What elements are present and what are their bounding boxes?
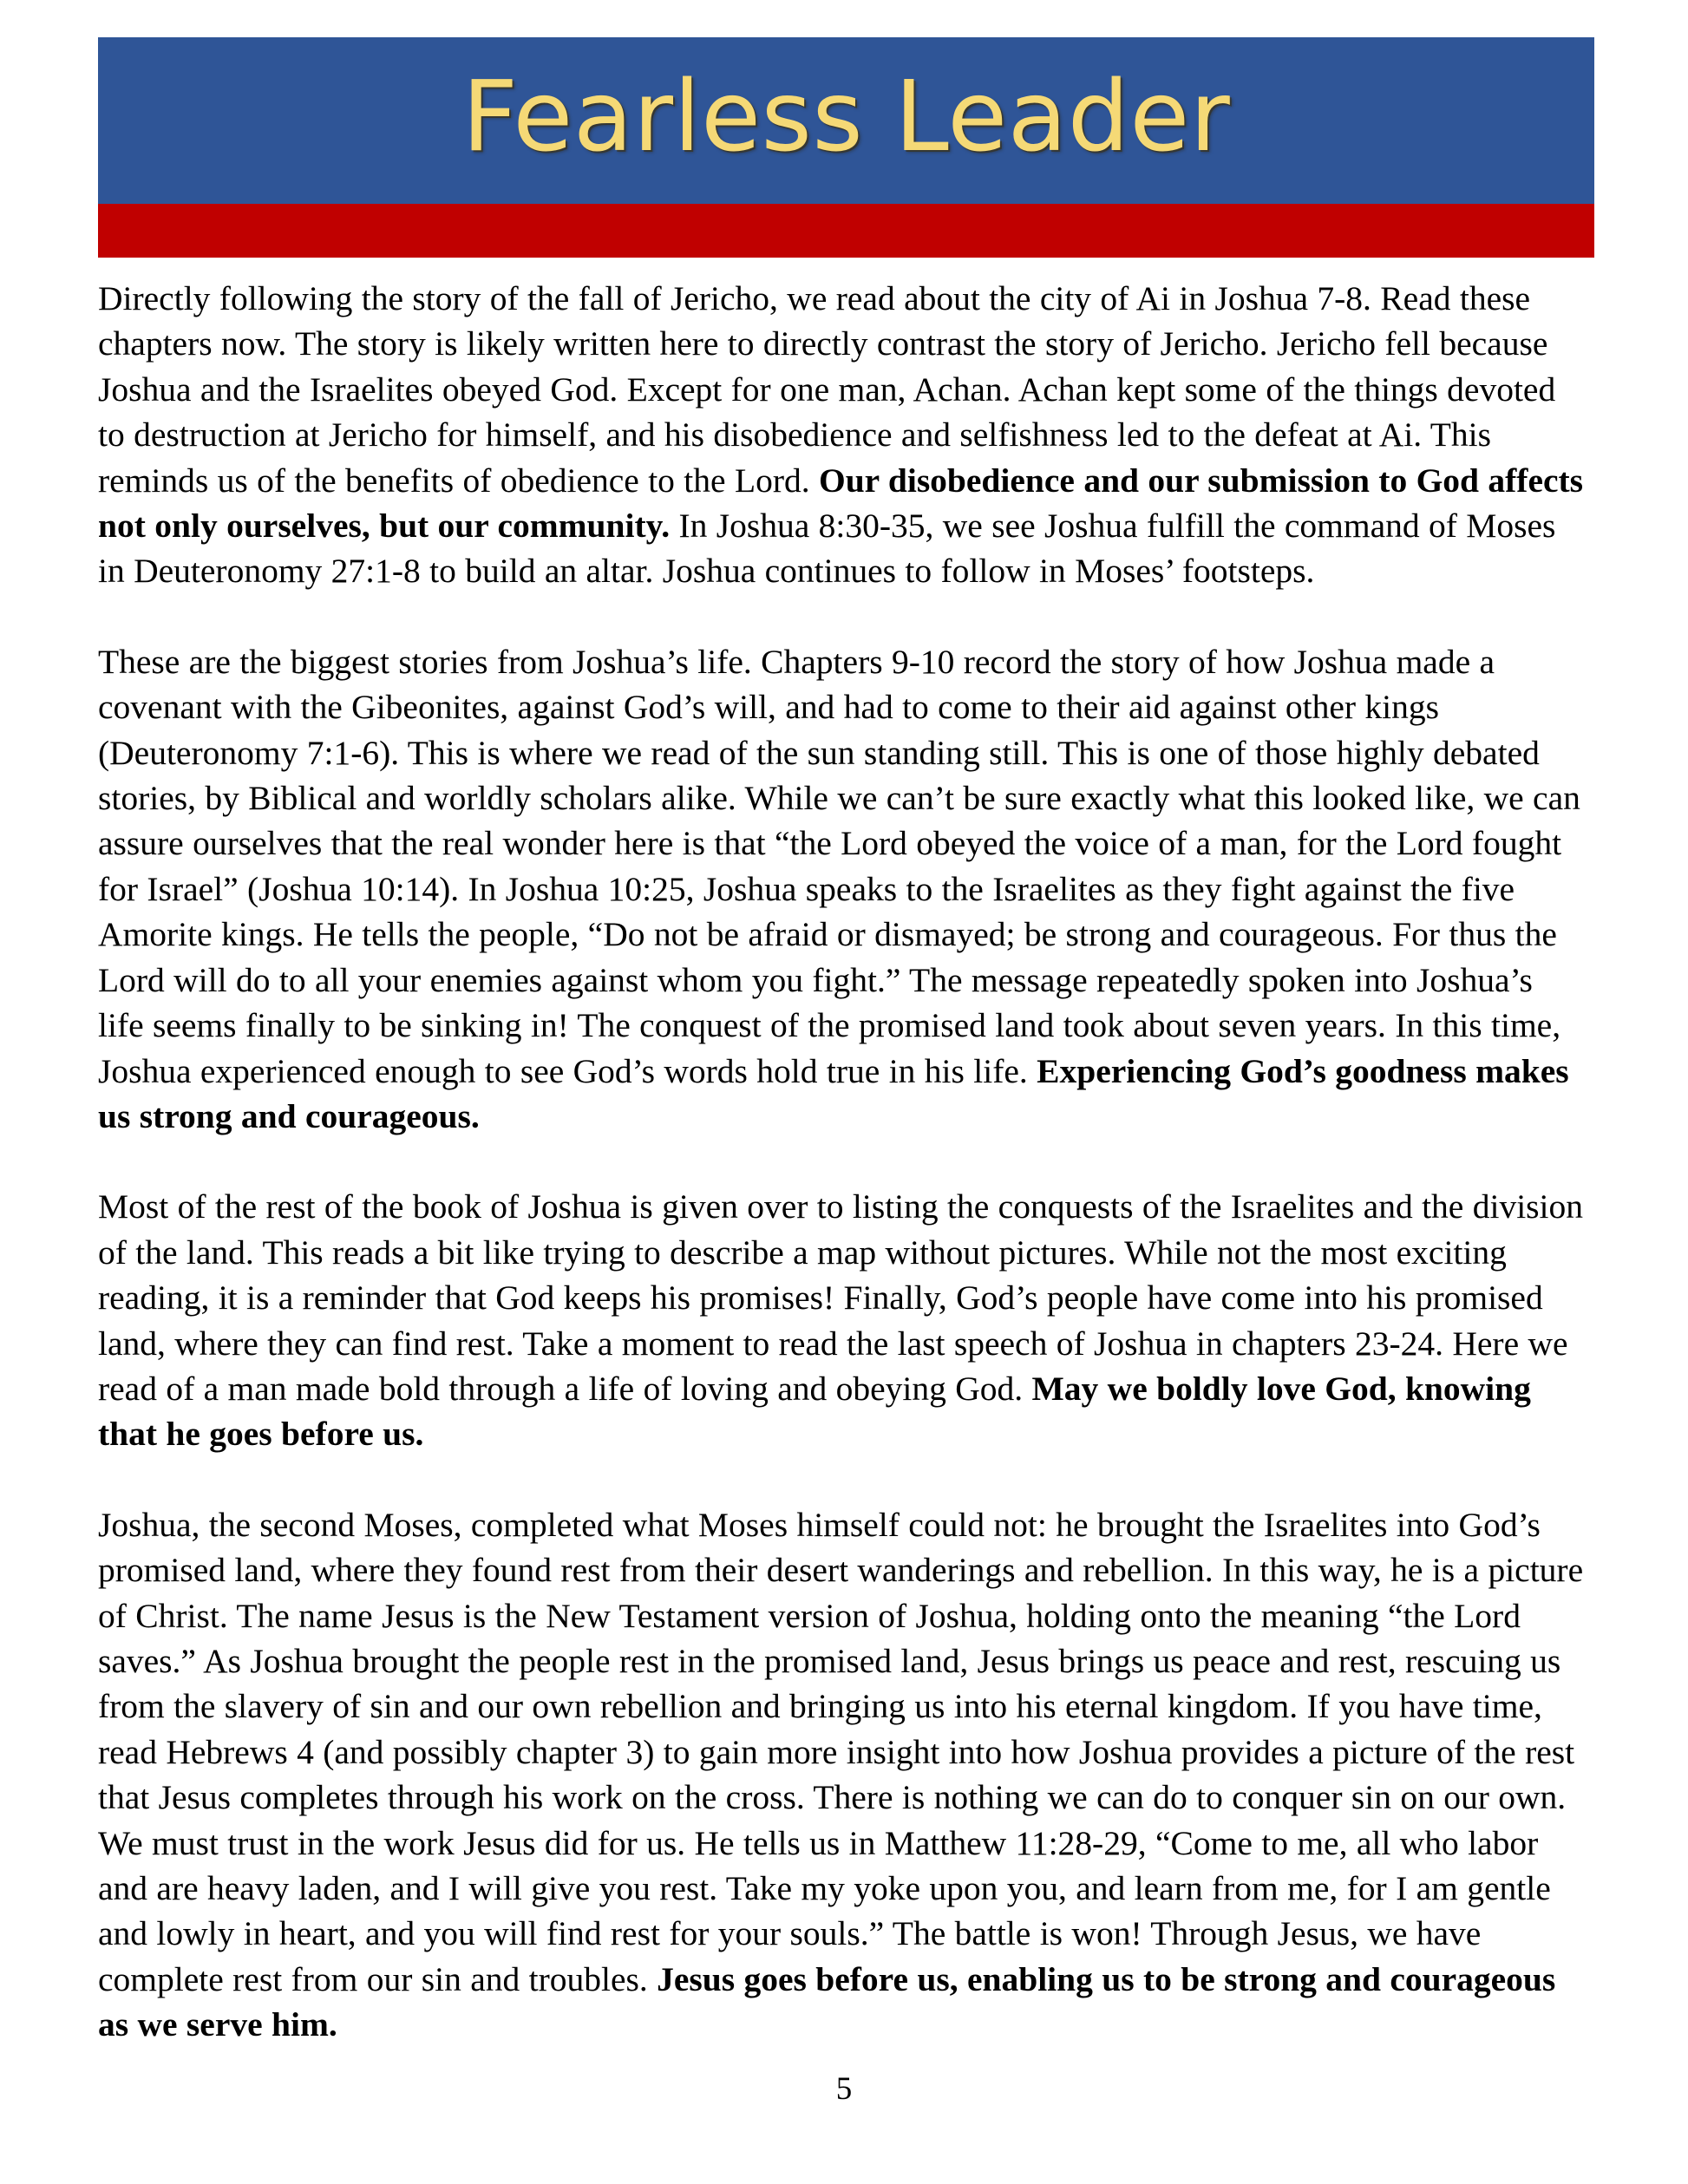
body-text: Most of the rest of the book of Joshua is given over to listing the conquests of the Israelites and the division of the land. This reads a bit like trying to describe a map without pictures. While not the most exciting reading, it is a reminder that God keeps his promises! Finally, God’s people have come into his promised land, where they can find rest. Take a moment to read the last speech of Joshua in chapters 23-24. Here we read of a man made bold through a life of loving and obeying God. <box>98 1187 1584 1408</box>
emphasis-text: Our disobedience and our submission to God affects not only ourselves, but our community. <box>98 461 1584 546</box>
header-accent-bar <box>98 204 1594 258</box>
body-paragraph <box>98 276 1586 594</box>
emphasis-text: Jesus goes before us, enabling us to be strong and courageous as we serve him. <box>98 1959 1556 2044</box>
title-banner <box>98 37 1594 204</box>
body-text: Directly following the story of the fall of Jericho, we read about the city of Ai in Joshua 7-8. Read these chapters now. The story is likely written here to directly contrast the story of Jericho. Jericho fell because Joshua and the Israelites obeyed God. Except for one man, Achan. Achan kept some of the things devoted to destruction at Jericho for himself, and his disobedience and selfishness led to the defeat at Ai. This reminds us of the benefits of obedience to the Lord. <box>98 279 1556 500</box>
document-body <box>98 276 1586 2048</box>
page-number: 5 <box>835 2071 853 2107</box>
body-paragraph <box>98 1184 1586 1456</box>
body-text: In Joshua 8:30-35, we see Joshua fulfill the command of Moses in Deuteronomy 27:1-8 to build an altar. Joshua continues to follow in Moses’ footsteps. <box>98 507 1556 591</box>
page-footer <box>0 2073 1688 2105</box>
page-header <box>98 37 1594 258</box>
body-paragraph <box>98 1502 1586 2048</box>
page-title: Fearless Leader <box>461 61 1231 173</box>
emphasis-text: May we boldly love God, knowing that he goes before us. <box>98 1369 1531 1454</box>
emphasis-text: Experiencing God’s goodness makes us strong and courageous. <box>98 1051 1569 1135</box>
body-text: Joshua, the second Moses, completed what Moses himself could not: he brought the Israelites into God’s promised land, where they found rest from their desert wanderings and rebellion. In this way, he is a picture of Christ. The name Jesus is the New Testament version of Joshua, holding onto the meaning “the Lord saves.” As Joshua brought the people rest in the promised land, Jesus brings us peace and rest, rescuing us from the slavery of sin and our own rebellion and bringing us into his eternal kingdom. If you have time, read Hebrews 4 (and possibly chapter 3) to gain more insight into how Joshua provides a picture of the rest that Jesus completes through his work on the cross. There is nothing we can do to conquer sin on our own. We must trust in the work Jesus did for us. He tells us in Matthew 11:28-29, “Come to me, all who labor and are heavy laden, and I will give you rest. Take my yoke upon you, and learn from me, for I am gentle and lowly in heart, and you will find rest for your souls.” The battle is won! Through Jesus, we have complete rest from our sin and troubles. <box>98 1505 1584 1998</box>
body-paragraph <box>98 639 1586 1139</box>
body-text: These are the biggest stories from Joshua’s life. Chapters 9-10 record the story of how Joshua made a covenant with the Gibeonites, against God’s will, and had to come to their aid against other kings (Deuteronomy 7:1-6). This is where we read of the sun standing still. This is one of those highly debated stories, by Biblical and worldly scholars alike. While we can’t be sure exactly what this looked like, we can assure ourselves that the real wonder here is that “the Lord obeyed the voice of a man, for the Lord fought for Israel” (Joshua 10:14). In Joshua 10:25, Joshua speaks to the Israelites as they fight against the five Amorite kings. He tells the people, “Do not be afraid or dismayed; be strong and courageous. For thus the Lord will do to all your enemies against whom you fight.” The message repeatedly spoken into Joshua’s life seems finally to be sinking in! The conquest of the promised land took about seven years. In this time, Joshua experienced enough to see God’s words hold true in his life. <box>98 642 1580 1090</box>
